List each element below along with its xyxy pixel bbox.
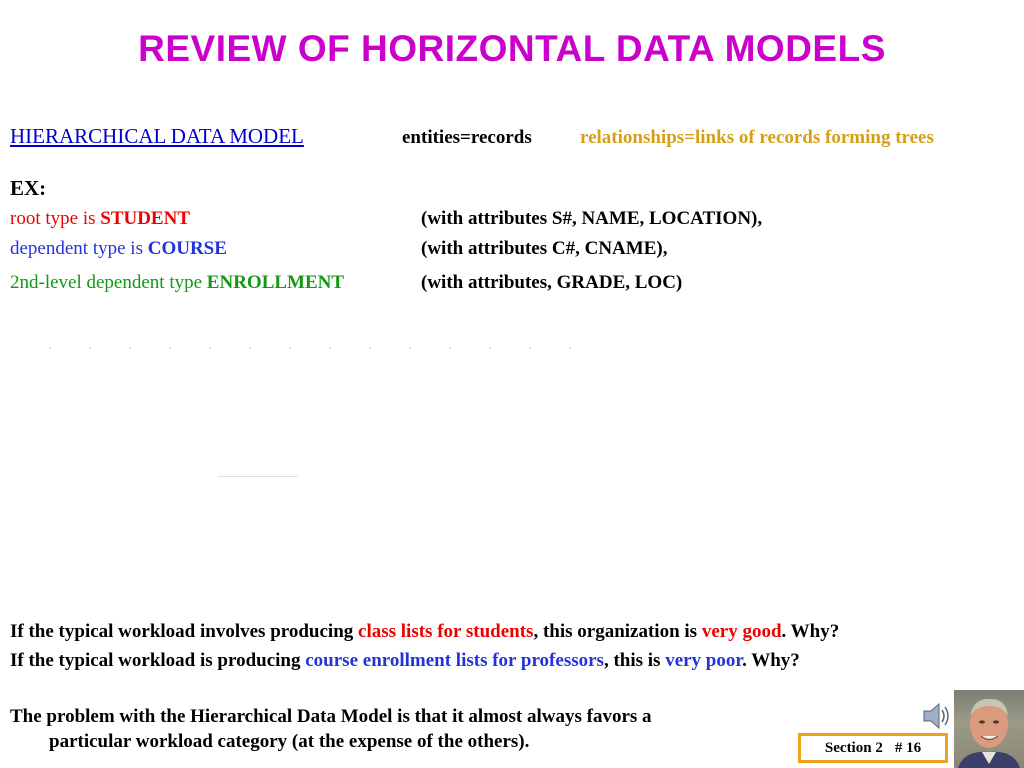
text-segment: If the typical workload is producing: [10, 650, 306, 671]
row-keyword: STUDENT: [100, 208, 190, 229]
page-title: REVIEW OF HORIZONTAL DATA MODELS: [138, 28, 886, 69]
text-segment: , this organization is: [533, 621, 702, 642]
section-label: Section 2: [824, 739, 883, 756]
text-segment: . Why?: [742, 650, 800, 671]
row-attributes: (with attributes S#, NAME, LOCATION),: [421, 208, 763, 229]
workload-line-1: [10, 621, 839, 643]
row-attributes: (with attributes, GRADE, LOC): [421, 272, 683, 293]
example-row-dependent: [10, 238, 227, 260]
hierarchical-model-link[interactable]: HIERARCHICAL DATA MODEL: [10, 124, 304, 148]
example-label: EX:: [10, 176, 47, 200]
model-heading-line: [10, 124, 304, 149]
highlight-course-lists: course enrollment lists for professors: [305, 650, 604, 671]
row-prefix: root type is: [10, 208, 101, 229]
presenter-photo: [954, 690, 1024, 768]
highlight-very-good: very good: [701, 621, 782, 642]
row-prefix: 2nd-level dependent type: [10, 272, 207, 293]
highlight-very-poor: very poor: [665, 650, 743, 671]
text-segment: If the typical workload involves producing: [10, 621, 359, 642]
row-prefix: dependent type is: [10, 238, 148, 259]
example-row-second-level: [10, 272, 344, 294]
row-attributes: (with attributes C#, CNAME),: [421, 238, 668, 259]
speaker-icon[interactable]: [920, 700, 950, 732]
problem-line-1: The problem with the Hierarchical Data Model is that it almost always favors a: [10, 706, 652, 727]
text-segment: . Why?: [781, 621, 840, 642]
faint-diagram-dots: [30, 347, 590, 349]
row-keyword: ENROLLMENT: [206, 272, 345, 293]
slide-number: # 16: [894, 739, 922, 756]
slide-number-box: [798, 733, 948, 763]
highlight-class-lists: class lists for students: [358, 621, 534, 642]
portrait-image: [954, 690, 1024, 768]
problem-line-2: particular workload category (at the expense of the others).: [49, 731, 530, 752]
faint-divider: [218, 476, 298, 477]
relationships-text: relationships=links of records forming trees: [580, 127, 934, 148]
entities-text: entities=records: [402, 127, 532, 148]
example-row-root: [10, 208, 190, 230]
workload-line-2: [10, 650, 800, 672]
text-segment: , this is: [603, 650, 666, 671]
row-keyword: COURSE: [147, 238, 227, 259]
